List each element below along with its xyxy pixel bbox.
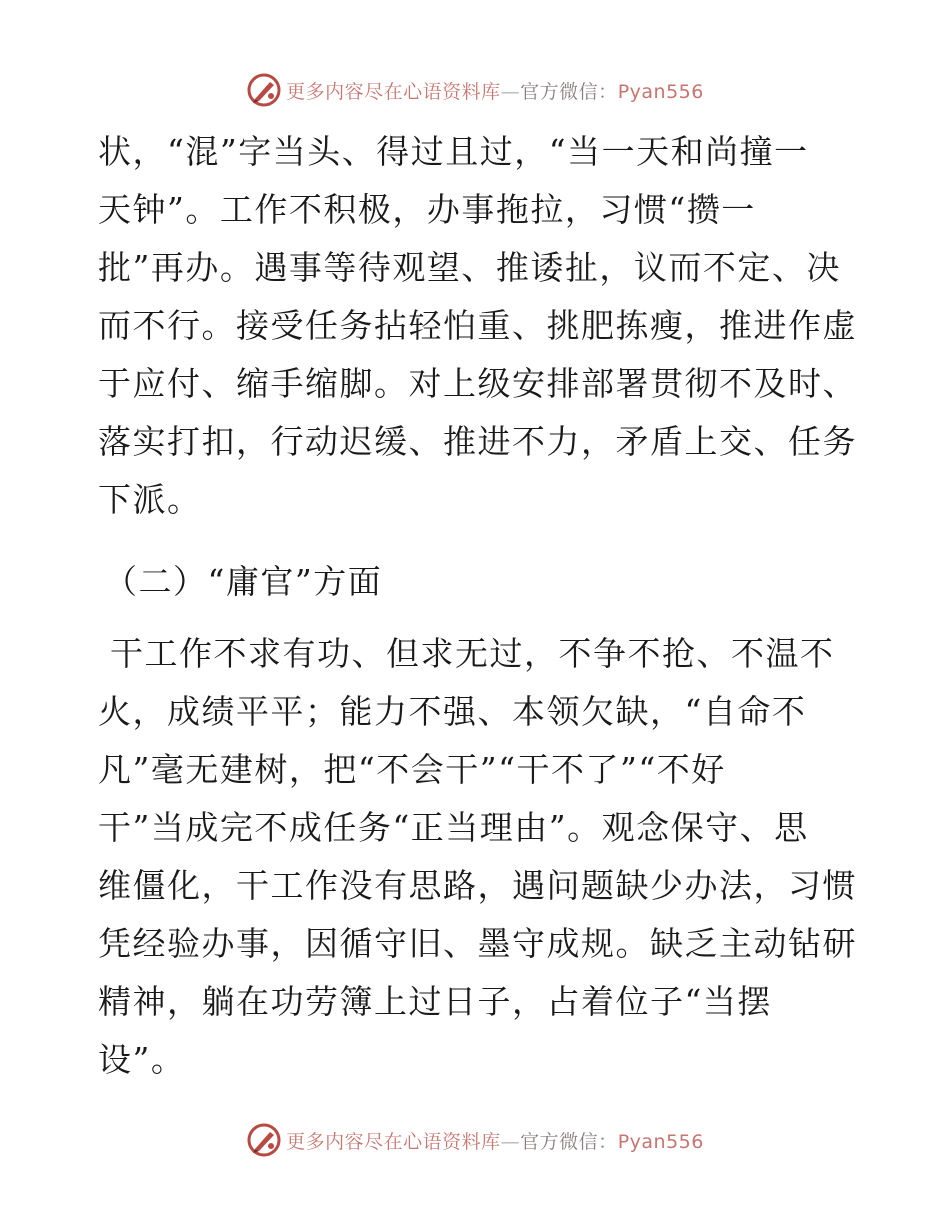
paragraph-line: 天钟”。工作不积极，办事拖拉，习惯“攒一 <box>98 190 756 229</box>
paragraph-2 <box>98 625 858 1089</box>
pen-logo-icon <box>246 72 282 108</box>
section-heading: （二）“庸官”方面 <box>104 562 383 601</box>
footer-banner-separator: — <box>500 1130 521 1153</box>
paragraph-line: 干”当成完不成任务“正当理由”。观念保守、思 <box>98 808 809 847</box>
paragraph-line: 批”再办。遇事等待观望、推诿扯，议而不定、决 <box>98 248 841 287</box>
footer-banner <box>0 1118 950 1162</box>
header-banner-official: 官方微信： <box>520 80 618 103</box>
paragraph-line: 凡”毫无建树，把“不会干”“干不了”“不好 <box>98 750 726 789</box>
paragraph-line: 于应付、缩手缩脚。对上级安排部署贯彻不及时、 <box>98 364 857 403</box>
header-banner-title: 更多内容尽在心语资料库 <box>286 80 501 103</box>
paragraph-line: 干工作不求有功、但求无过，不争不抢、不温不 <box>110 634 835 673</box>
footer-banner-title: 更多内容尽在心语资料库 <box>286 1130 501 1153</box>
header-banner-wechat-id: Pyan556 <box>617 80 704 103</box>
paragraph-line: 精神，躺在功劳簿上过日子，占着位子“当摆 <box>98 982 772 1021</box>
paragraph-line: 下派。 <box>98 480 202 519</box>
paragraph-line: 状，“混”字当头、得过且过，“当一天和尚撞一 <box>98 132 809 171</box>
footer-banner-wechat-id: Pyan556 <box>617 1130 704 1153</box>
header-banner-separator: — <box>500 80 521 103</box>
paragraph-line: 维僵化，干工作没有思路，遇问题缺少办法，习惯 <box>98 866 857 905</box>
footer-banner-official: 官方微信： <box>520 1130 618 1153</box>
pen-logo-icon <box>246 1122 282 1158</box>
header-banner <box>0 68 950 112</box>
header-banner-text <box>286 77 704 104</box>
document-body <box>98 123 858 1089</box>
paragraph-line: 而不行。接受任务拈轻怕重、挑肥拣瘦，推进作虚 <box>98 306 857 345</box>
paragraph-1 <box>98 123 858 529</box>
paragraph-line: 设”。 <box>98 1040 186 1079</box>
paragraph-line: 火，成绩平平；能力不强、本领欠缺，“自命不 <box>98 692 807 731</box>
paragraph-line: 落实打扣，行动迟缓、推进不力，矛盾上交、任务 <box>98 422 857 461</box>
footer-banner-text <box>286 1127 704 1154</box>
paragraph-line: 凭经验办事，因循守旧、墨守成规。缺乏主动钻研 <box>98 924 857 963</box>
